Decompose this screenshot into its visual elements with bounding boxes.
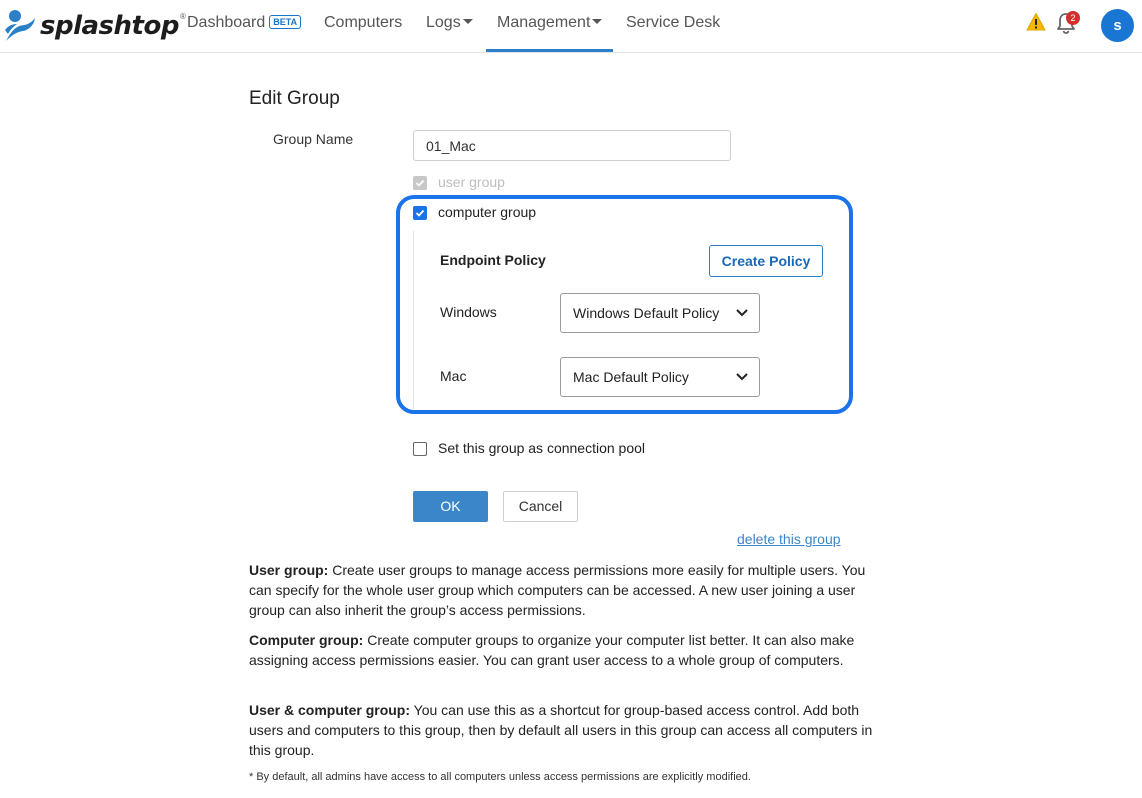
mac-policy-value: Mac Default Policy <box>573 369 689 385</box>
nav-computers[interactable] <box>324 0 402 52</box>
beta-badge: BETA <box>269 15 301 29</box>
nav-dashboard-label: Dashboard <box>187 14 266 31</box>
group-name-input[interactable] <box>413 130 731 161</box>
connection-pool-label: Set this group as connection pool <box>438 440 646 456</box>
nav-service-desk[interactable] <box>626 0 720 52</box>
cancel-button[interactable]: Cancel <box>503 491 578 522</box>
notification-count-badge: 2 <box>1066 11 1080 25</box>
top-navigation <box>0 0 1142 53</box>
user-avatar[interactable]: s <box>1101 9 1134 42</box>
endpoint-policy-title: Endpoint Policy <box>440 252 546 268</box>
page-title: Edit Group <box>249 88 340 109</box>
warning-icon[interactable] <box>1026 12 1046 32</box>
help-computer-group-text: Create computer groups to organize your computer list better. It can also make assigning access permissions easier. You can grant user access to a whole group of computers. <box>249 632 855 668</box>
nav-service-desk-label: Service Desk <box>626 14 721 31</box>
nav-dashboard[interactable] <box>187 0 301 52</box>
logo-text: splashtop <box>40 11 179 41</box>
help-computer-group-title: Computer group: <box>249 632 364 648</box>
caret-down-icon <box>463 19 473 24</box>
help-user-group-title: User group: <box>249 562 329 578</box>
computer-group-label: computer group <box>438 204 537 220</box>
nav-management[interactable] <box>486 0 613 52</box>
logo-trademark: ® <box>179 11 186 21</box>
checkmark-icon <box>415 178 425 188</box>
windows-policy-value: Windows Default Policy <box>573 305 720 321</box>
create-policy-button[interactable]: Create Policy <box>709 245 823 277</box>
connection-pool-checkbox[interactable] <box>413 442 427 456</box>
help-user-computer-group <box>249 700 874 760</box>
footnote: * By default, all admins have access to all computers unless access permissions are explicitly modified. <box>249 771 751 783</box>
mac-label: Mac <box>440 368 467 384</box>
nav-management-label: Management <box>497 14 591 31</box>
help-computer-group <box>249 630 874 670</box>
help-user-group <box>249 560 874 620</box>
caret-down-icon <box>592 19 602 24</box>
nav-logs[interactable] <box>426 0 473 52</box>
nav-logs-label: Logs <box>426 14 461 31</box>
help-user-computer-group-title: User & computer group: <box>249 702 411 718</box>
user-group-checkbox[interactable] <box>413 176 427 190</box>
delete-group-link[interactable]: delete this group <box>737 531 841 547</box>
group-name-label: Group Name <box>273 131 354 147</box>
ok-button[interactable]: OK <box>413 491 488 522</box>
help-user-group-text: Create user groups to manage access permissions more easily for multiple users. You can specify for the whole user group which computers can be accessed. A new user joining a user group can also inherit the group’s access permissions. <box>249 562 866 618</box>
highlight-outline <box>396 195 853 414</box>
windows-label: Windows <box>440 304 497 320</box>
splashtop-mark-icon <box>2 8 38 44</box>
help-user-computer-group-text: You can use this as a shortcut for group-based access control. Add both users and computers to this group, then by default all users in this group can access all computers in this group. <box>249 702 873 758</box>
nav-computers-label: Computers <box>324 14 403 31</box>
user-group-label: user group <box>438 174 505 190</box>
splashtop-logo[interactable] <box>2 6 186 46</box>
